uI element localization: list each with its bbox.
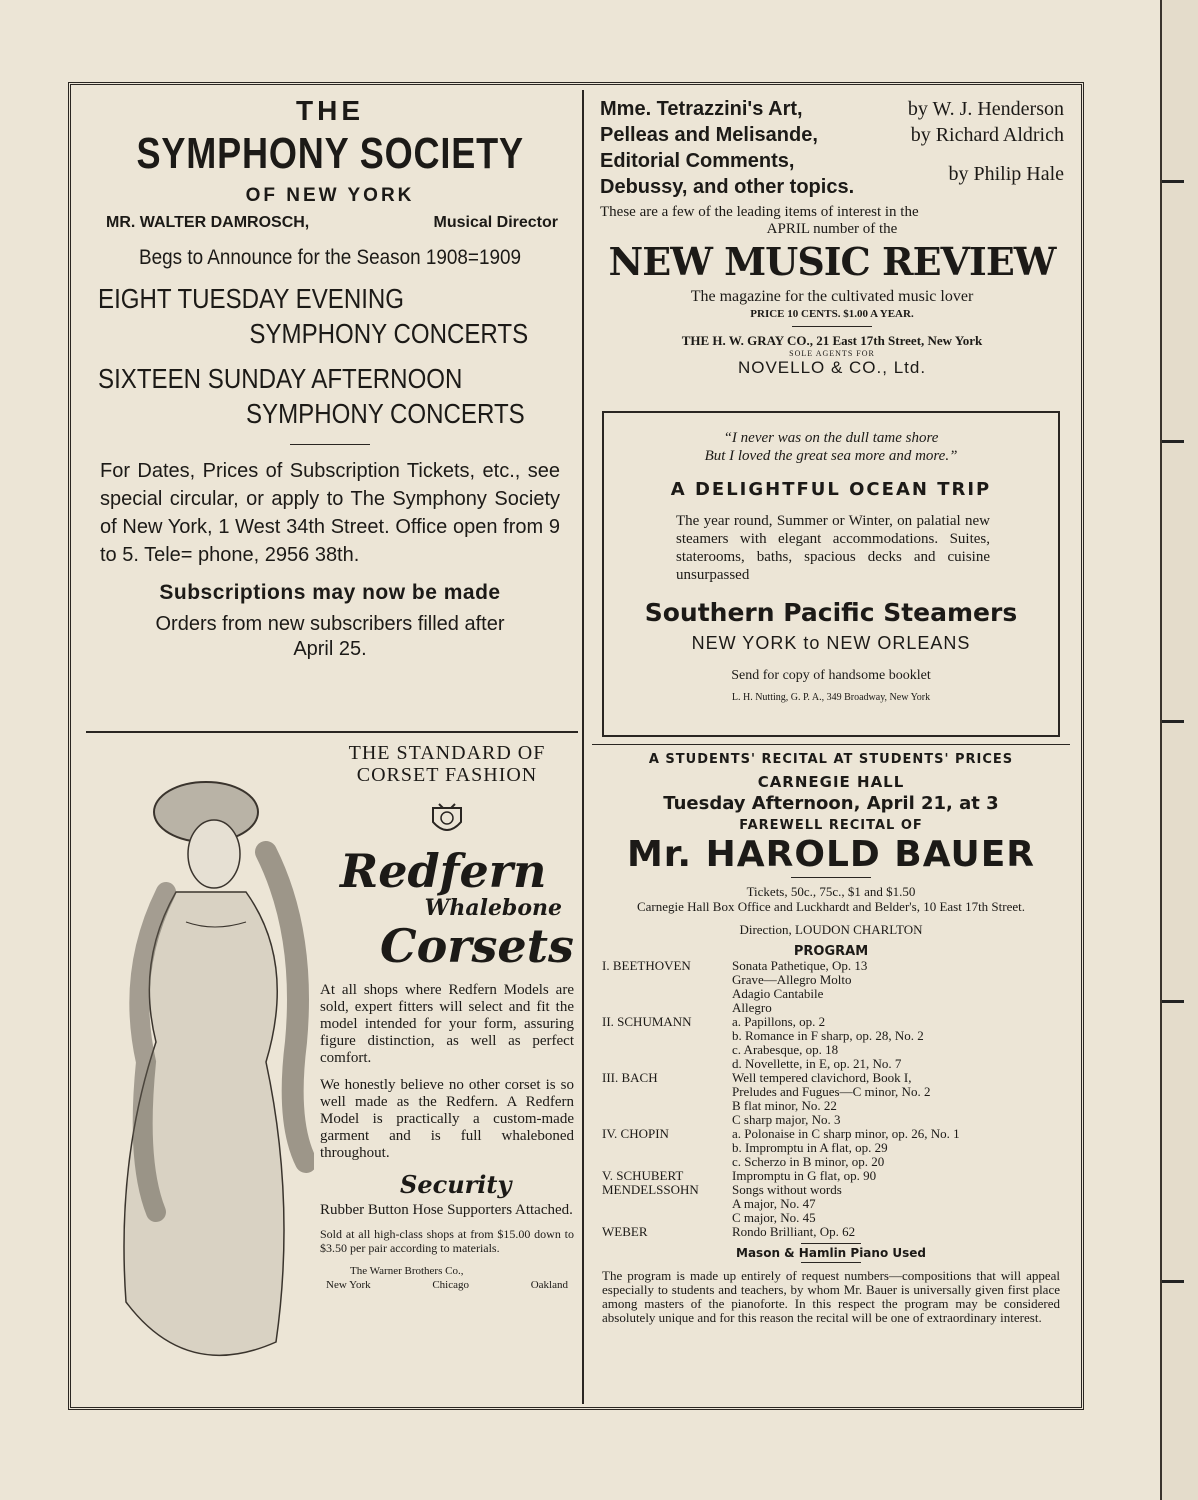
program-row xyxy=(596,1001,1066,1015)
program-line: Adagio Cantabile xyxy=(732,986,824,1001)
program-number xyxy=(596,1029,732,1043)
security-logo: Security xyxy=(400,1170,512,1199)
program-number xyxy=(596,1057,732,1071)
review-item-2-author: by Richard Aldrich xyxy=(910,124,1064,146)
right-section-divider xyxy=(592,744,1070,745)
column-divider xyxy=(582,90,584,1404)
review-novello: NOVELLO & CO., Ltd. xyxy=(737,358,927,377)
program-number: III. BACH xyxy=(602,1070,658,1085)
program-line: Allegro xyxy=(732,1000,772,1015)
program-row xyxy=(596,1127,1066,1141)
program-number xyxy=(596,1001,732,1015)
review-item-4: Debussy, and other topics. xyxy=(600,176,855,198)
binding-mark xyxy=(1162,180,1184,183)
program-number xyxy=(596,1155,732,1169)
corset-model-illustration xyxy=(96,742,314,1392)
small-rule xyxy=(290,444,370,445)
recital-banner: A STUDENTS' RECITAL AT STUDENTS' PRICES xyxy=(648,752,1014,767)
review-intro-1: These are a few of the leading items of interest in the xyxy=(600,204,919,220)
program-number xyxy=(596,1211,732,1225)
program-list xyxy=(596,959,1066,1239)
subscriptions-notice: Subscriptions may now be made xyxy=(159,581,501,604)
program-row xyxy=(596,1043,1066,1057)
binding-mark xyxy=(1162,1280,1184,1283)
recital-venue: CARNEGIE HALL xyxy=(757,773,905,791)
recital-direction: Direction, LOUDON CHARLTON xyxy=(739,922,923,937)
ocean-quote-2: But I loved the great sea more and more.” xyxy=(704,448,958,464)
corset-brand-whalebone: Whalebone xyxy=(424,895,562,921)
program-line: Rondo Brilliant, Op. 62 xyxy=(732,1224,856,1239)
program-row xyxy=(596,1225,1066,1239)
corset-brand-corsets: Corsets xyxy=(380,919,574,973)
program-line: Sonata Pathetique, Op. 13 xyxy=(732,958,868,973)
new-music-review-ad xyxy=(600,96,1064,378)
review-title: NEW MUSIC REVIEW xyxy=(608,239,1056,284)
program-number xyxy=(596,1113,732,1127)
program-number: V. SCHUBERT xyxy=(602,1168,684,1183)
corset-para-1: At all shops where Redfern Models are sold, expert fitters will select and fit the model intended for your form, assuring figure distinction, as well as perfect comfort. xyxy=(320,982,574,1066)
orders-notice: Orders from new subscribers filled after xyxy=(155,613,505,635)
ocean-company: Southern Pacific Steamers xyxy=(644,598,1018,627)
corset-standard-1: THE STANDARD OF xyxy=(348,742,546,764)
program-line: Preludes and Fugues—C minor, No. 2 xyxy=(732,1084,931,1099)
program-number xyxy=(596,1141,732,1155)
corset-maker: The Warner Brothers Co., xyxy=(350,1265,464,1277)
program-line: Impromptu in G flat, op. 90 xyxy=(732,1168,877,1183)
program-line: c. Scherzo in B minor, op. 20 xyxy=(732,1154,885,1169)
concert-series-2a: SIXTEEN SUNDAY AFTERNOON xyxy=(98,363,463,394)
recital-tickets: Tickets, 50c., 75c., $1 and $1.50 xyxy=(746,884,916,899)
concert-series-1a: EIGHT TUESDAY EVENING xyxy=(98,283,405,314)
program-number xyxy=(596,987,732,1001)
program-line: C sharp major, No. 3 xyxy=(732,1112,841,1127)
concert-series-2b: SYMPHONY CONCERTS xyxy=(245,398,525,429)
review-intro-2: APRIL number of the xyxy=(766,221,898,237)
program-number xyxy=(596,973,732,987)
ocean-booklet: Send for copy of handsome booklet xyxy=(731,668,931,683)
review-item-1: Mme. Tetrazzini's Art, xyxy=(600,98,803,120)
review-item-1-author: by W. J. Henderson xyxy=(907,98,1064,120)
corset-sold: Sold at all high-class shops at from $15.00 down to $3.50 per pair according to materials. xyxy=(320,1227,574,1255)
program-line: c. Arabesque, op. 18 xyxy=(732,1042,839,1057)
program-row xyxy=(596,1155,1066,1169)
small-rule xyxy=(801,1243,861,1244)
review-item-34-author: by Philip Hale xyxy=(948,162,1064,185)
program-line: Grave—Allegro Molto xyxy=(732,972,852,987)
program-number: WEBER xyxy=(602,1224,648,1239)
corset-city: New York xyxy=(326,1279,371,1291)
review-tagline: The magazine for the cultivated music lover xyxy=(690,288,974,305)
program-line: b. Romance in F sharp, op. 28, No. 2 xyxy=(732,1028,924,1043)
program-number: MENDELSSOHN xyxy=(602,1182,699,1197)
binding-mark xyxy=(1162,1000,1184,1003)
program-row xyxy=(596,1183,1066,1197)
symphony-subtitle: OF NEW YORK xyxy=(245,185,415,206)
program-row xyxy=(596,973,1066,987)
review-agents: SOLE AGENTS FOR xyxy=(789,349,875,358)
corset-brand-redfern: Redfern xyxy=(340,844,547,898)
program-number xyxy=(596,1197,732,1211)
program-number xyxy=(596,1043,732,1057)
symphony-title: SYMPHONY SOCIETY xyxy=(136,129,524,178)
program-row xyxy=(596,1141,1066,1155)
symphony-society-ad xyxy=(86,96,574,661)
orders-date: April 25. xyxy=(293,638,367,660)
small-rule xyxy=(801,1262,861,1263)
corset-city: Oakland xyxy=(530,1279,568,1291)
program-row xyxy=(596,987,1066,1001)
program-row xyxy=(596,1211,1066,1225)
ocean-body: The year round, Summer or Winter, on palatial new steamers with elegant accommodations. Suites, staterooms, baths, spacious decks and cuisine unsurpassed xyxy=(676,513,990,583)
review-item-3: Editorial Comments, xyxy=(600,150,795,172)
ocean-contact: L. H. Nutting, G. P. A., 349 Broadway, New York xyxy=(731,692,931,703)
program-line: A major, No. 47 xyxy=(732,1196,816,1211)
left-section-divider xyxy=(86,731,578,733)
program-line: b. Impromptu in A flat, op. 29 xyxy=(732,1140,888,1155)
binding-mark xyxy=(1162,440,1184,443)
program-number: II. SCHUMANN xyxy=(602,1014,692,1029)
piano-credit: Mason & Hamlin Piano Used xyxy=(736,1246,926,1260)
ocean-quote-1: “I never was on the dull tame shore xyxy=(723,430,939,446)
program-row xyxy=(596,1099,1066,1113)
recital-farewell: FAREWELL RECITAL OF xyxy=(739,818,923,833)
symphony-the: THE xyxy=(296,95,364,126)
harold-bauer-recital-ad xyxy=(596,752,1066,1325)
crest-icon xyxy=(425,800,469,840)
program-line: Well tempered clavichord, Book I, xyxy=(732,1070,912,1085)
program-row xyxy=(596,1085,1066,1099)
recital-box-office: Carnegie Hall Box Office and Luckhardt and Belder's, 10 East 17th Street. xyxy=(636,899,1026,914)
ocean-trip-ad xyxy=(602,411,1060,737)
program-number: IV. CHOPIN xyxy=(602,1126,669,1141)
corset-city: Chicago xyxy=(432,1279,470,1291)
program-number xyxy=(596,1085,732,1099)
review-price: PRICE 10 CENTS. $1.00 A YEAR. xyxy=(750,308,914,320)
recital-artist: Mr. HAROLD BAUER xyxy=(626,834,1036,875)
director-name: MR. WALTER DAMROSCH, xyxy=(106,214,310,231)
program-number: I. BEETHOVEN xyxy=(602,958,691,973)
program-line: B flat minor, No. 22 xyxy=(732,1098,837,1113)
recital-note: The program is made up entirely of request numbers—compositions that will appeal especially to students and teachers, by whom Mr. Bauer is universally given first place among masters of the pianoforte. In this respect the program may be considered absolutely unique and for this reason the recital will be one of extraordinary interest. xyxy=(602,1268,1060,1325)
small-rule xyxy=(792,326,872,327)
program-row xyxy=(596,1057,1066,1071)
corset-standard-2: CORSET FASHION xyxy=(356,764,538,786)
program-line: Songs without words xyxy=(732,1182,842,1197)
concert-series-1b: SYMPHONY CONCERTS xyxy=(249,318,529,349)
program-row xyxy=(596,1113,1066,1127)
page-edge xyxy=(1160,0,1198,1500)
program-row xyxy=(596,1029,1066,1043)
program-title: PROGRAM xyxy=(793,944,869,959)
program-row xyxy=(596,1197,1066,1211)
small-rule xyxy=(791,877,871,878)
review-publisher: THE H. W. GRAY CO., 21 East 17th Street, New York xyxy=(681,333,983,348)
program-line: a. Polonaise in C sharp minor, op. 26, No. 1 xyxy=(732,1126,960,1141)
review-item-2: Pelleas and Melisande, xyxy=(600,124,818,146)
program-row xyxy=(596,1015,1066,1029)
program-row xyxy=(596,959,1066,973)
binding-mark xyxy=(1162,720,1184,723)
ocean-route: NEW YORK to NEW ORLEANS xyxy=(691,633,971,653)
corset-para-2: We honestly believe no other corset is so well made as the Redfern. A Redfern Model is practically a custom-made garment and is full whaleboned throughout. xyxy=(320,1077,574,1161)
program-line: a. Papillons, op. 2 xyxy=(732,1014,826,1029)
season-announcement: Begs to Announce for the Season 1908=1909 xyxy=(139,246,521,269)
subscription-details: For Dates, Prices of Subscription Tickets, etc., see special circular, or apply to The Symphony Society of New York, 1 West 34th Street. Office open from 9 to 5. Tele= phone, 2956 38th. xyxy=(100,460,560,566)
recital-date: Tuesday Afternoon, April 21, at 3 xyxy=(663,793,999,814)
program-line: C major, No. 45 xyxy=(732,1210,816,1225)
program-row xyxy=(596,1169,1066,1183)
ocean-heading: A DELIGHTFUL OCEAN TRIP xyxy=(670,479,992,500)
program-line: d. Novellette, in E, op. 21, No. 7 xyxy=(732,1056,902,1071)
program-row xyxy=(596,1071,1066,1085)
director-role: Musical Director xyxy=(433,214,558,231)
redfern-corset-ad xyxy=(320,742,574,1291)
program-number xyxy=(596,1099,732,1113)
security-hose: Rubber Button Hose Supporters Attached. xyxy=(320,1202,573,1218)
